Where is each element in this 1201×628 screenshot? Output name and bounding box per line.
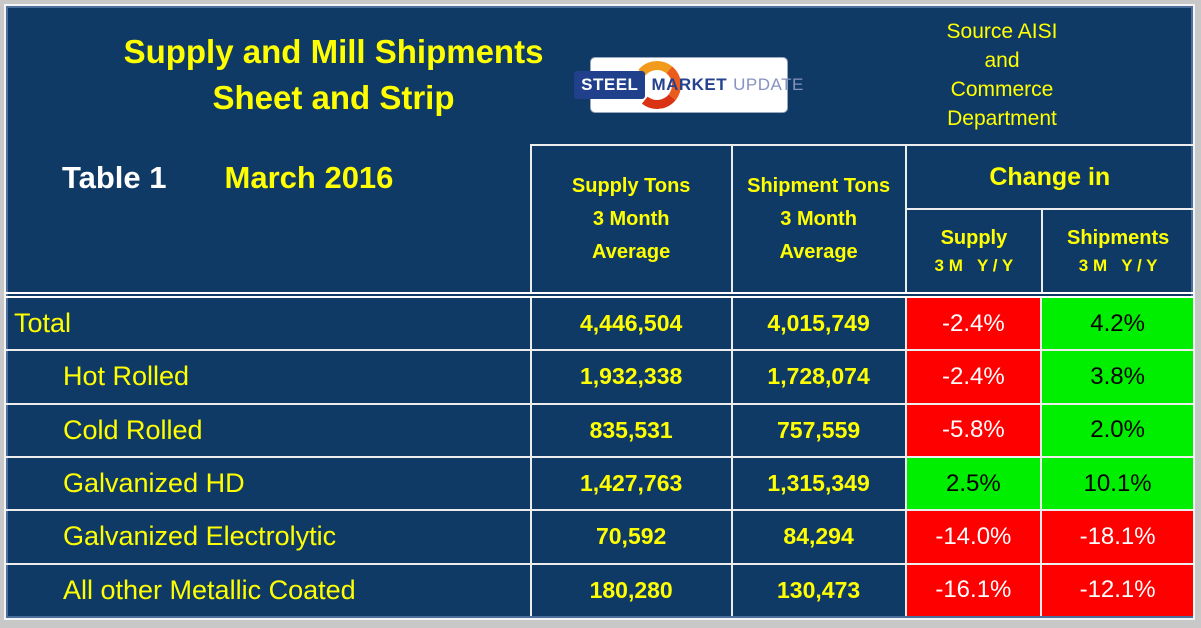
page-title bbox=[6, 6, 591, 144]
shipment-tons-line-1: Shipment Tons bbox=[747, 174, 891, 197]
shipment-tons-line-3: Average bbox=[779, 240, 858, 263]
change-shipments-value: 4.2% bbox=[1040, 298, 1193, 349]
source-line-1: Source AISI bbox=[946, 20, 1058, 43]
shipment-value: 1,728,074 bbox=[731, 351, 905, 402]
row-label: All other Metallic Coated bbox=[63, 574, 356, 605]
column-header-change-supply bbox=[907, 208, 1042, 292]
row-label: Hot Rolled bbox=[63, 361, 190, 392]
supply-tons-line-2: 3 Month bbox=[592, 207, 670, 230]
row-label: Cold Rolled bbox=[63, 414, 203, 445]
supply-value: 1,427,763 bbox=[530, 458, 731, 509]
table-row-cold-rolled bbox=[6, 403, 1193, 456]
change-supply-value: 2.5% bbox=[905, 458, 1041, 509]
column-header-change-shipments bbox=[1041, 208, 1193, 292]
change-supply-line-1: Supply bbox=[940, 227, 1008, 250]
supply-value: 4,446,504 bbox=[530, 298, 731, 349]
logo-market-word: MARKET bbox=[651, 75, 728, 94]
table-meta bbox=[6, 144, 530, 292]
change-shipments-line-2: 3 M Y / Y bbox=[1078, 256, 1158, 276]
logo-update-word: UPDATE bbox=[733, 75, 804, 94]
table-row-galvanized-hd bbox=[6, 456, 1193, 509]
table-board bbox=[4, 4, 1195, 620]
change-in-title: Change in bbox=[989, 162, 1111, 191]
supply-value: 180,280 bbox=[530, 565, 731, 616]
supply-tons-line-3: Average bbox=[592, 240, 671, 263]
source-attribution bbox=[811, 6, 1193, 144]
top-band bbox=[6, 6, 1193, 144]
change-supply-value: -5.8% bbox=[905, 405, 1041, 456]
change-supply-value: -16.1% bbox=[905, 565, 1041, 616]
table-row-hot-rolled bbox=[6, 349, 1193, 402]
table-number-label: Table 1 bbox=[62, 160, 167, 195]
shipment-value: 757,559 bbox=[731, 405, 905, 456]
period-label: March 2016 bbox=[224, 160, 394, 195]
shipment-value: 130,473 bbox=[731, 565, 905, 616]
source-line-3: Commerce bbox=[950, 77, 1054, 101]
change-shipments-value: -12.1% bbox=[1040, 565, 1193, 616]
column-header-change-in-block bbox=[905, 144, 1193, 292]
change-shipments-value: 10.1% bbox=[1040, 458, 1193, 509]
change-supply-line-2: 3 M Y / Y bbox=[934, 256, 1014, 276]
logo-wrap bbox=[581, 6, 811, 144]
source-line-4: Department bbox=[947, 106, 1057, 130]
change-shipments-value: 3.8% bbox=[1040, 351, 1193, 402]
table-row-all-other-metallic-coated bbox=[6, 563, 1193, 616]
row-label: Total bbox=[14, 308, 72, 339]
shipment-value: 84,294 bbox=[731, 511, 905, 562]
change-shipments-line-1: Shipments bbox=[1067, 227, 1170, 250]
change-supply-value: -2.4% bbox=[905, 298, 1041, 349]
row-label: Galvanized Electrolytic bbox=[63, 521, 337, 552]
shipment-tons-line-2: 3 Month bbox=[780, 207, 857, 230]
table-body bbox=[6, 292, 1193, 616]
shipment-value: 1,315,349 bbox=[731, 458, 905, 509]
logo-steel-chip: STEEL bbox=[574, 71, 645, 99]
shipment-value: 4,015,749 bbox=[731, 298, 905, 349]
change-supply-value: -2.4% bbox=[905, 351, 1041, 402]
title-line-2: Sheet and Strip bbox=[212, 79, 455, 116]
logo-text bbox=[574, 71, 804, 99]
supply-tons-line-1: Supply Tons bbox=[571, 174, 691, 197]
supply-value: 835,531 bbox=[530, 405, 731, 456]
table-row-total bbox=[6, 298, 1193, 349]
steel-market-update-logo bbox=[581, 58, 804, 112]
column-header-supply-tons bbox=[530, 144, 731, 292]
supply-value: 1,932,338 bbox=[530, 351, 731, 402]
title-line-1: Supply and Mill Shipments bbox=[123, 32, 544, 70]
table-row-galvanized-electrolytic bbox=[6, 509, 1193, 562]
column-header-shipment-tons bbox=[731, 144, 905, 292]
source-line-2: and bbox=[984, 48, 1020, 72]
supply-value: 70,592 bbox=[530, 511, 731, 562]
change-shipments-value: -18.1% bbox=[1040, 511, 1193, 562]
row-label: Galvanized HD bbox=[63, 468, 245, 499]
change-shipments-value: 2.0% bbox=[1040, 405, 1193, 456]
column-header-band bbox=[6, 144, 1193, 292]
change-supply-value: -14.0% bbox=[905, 511, 1041, 562]
